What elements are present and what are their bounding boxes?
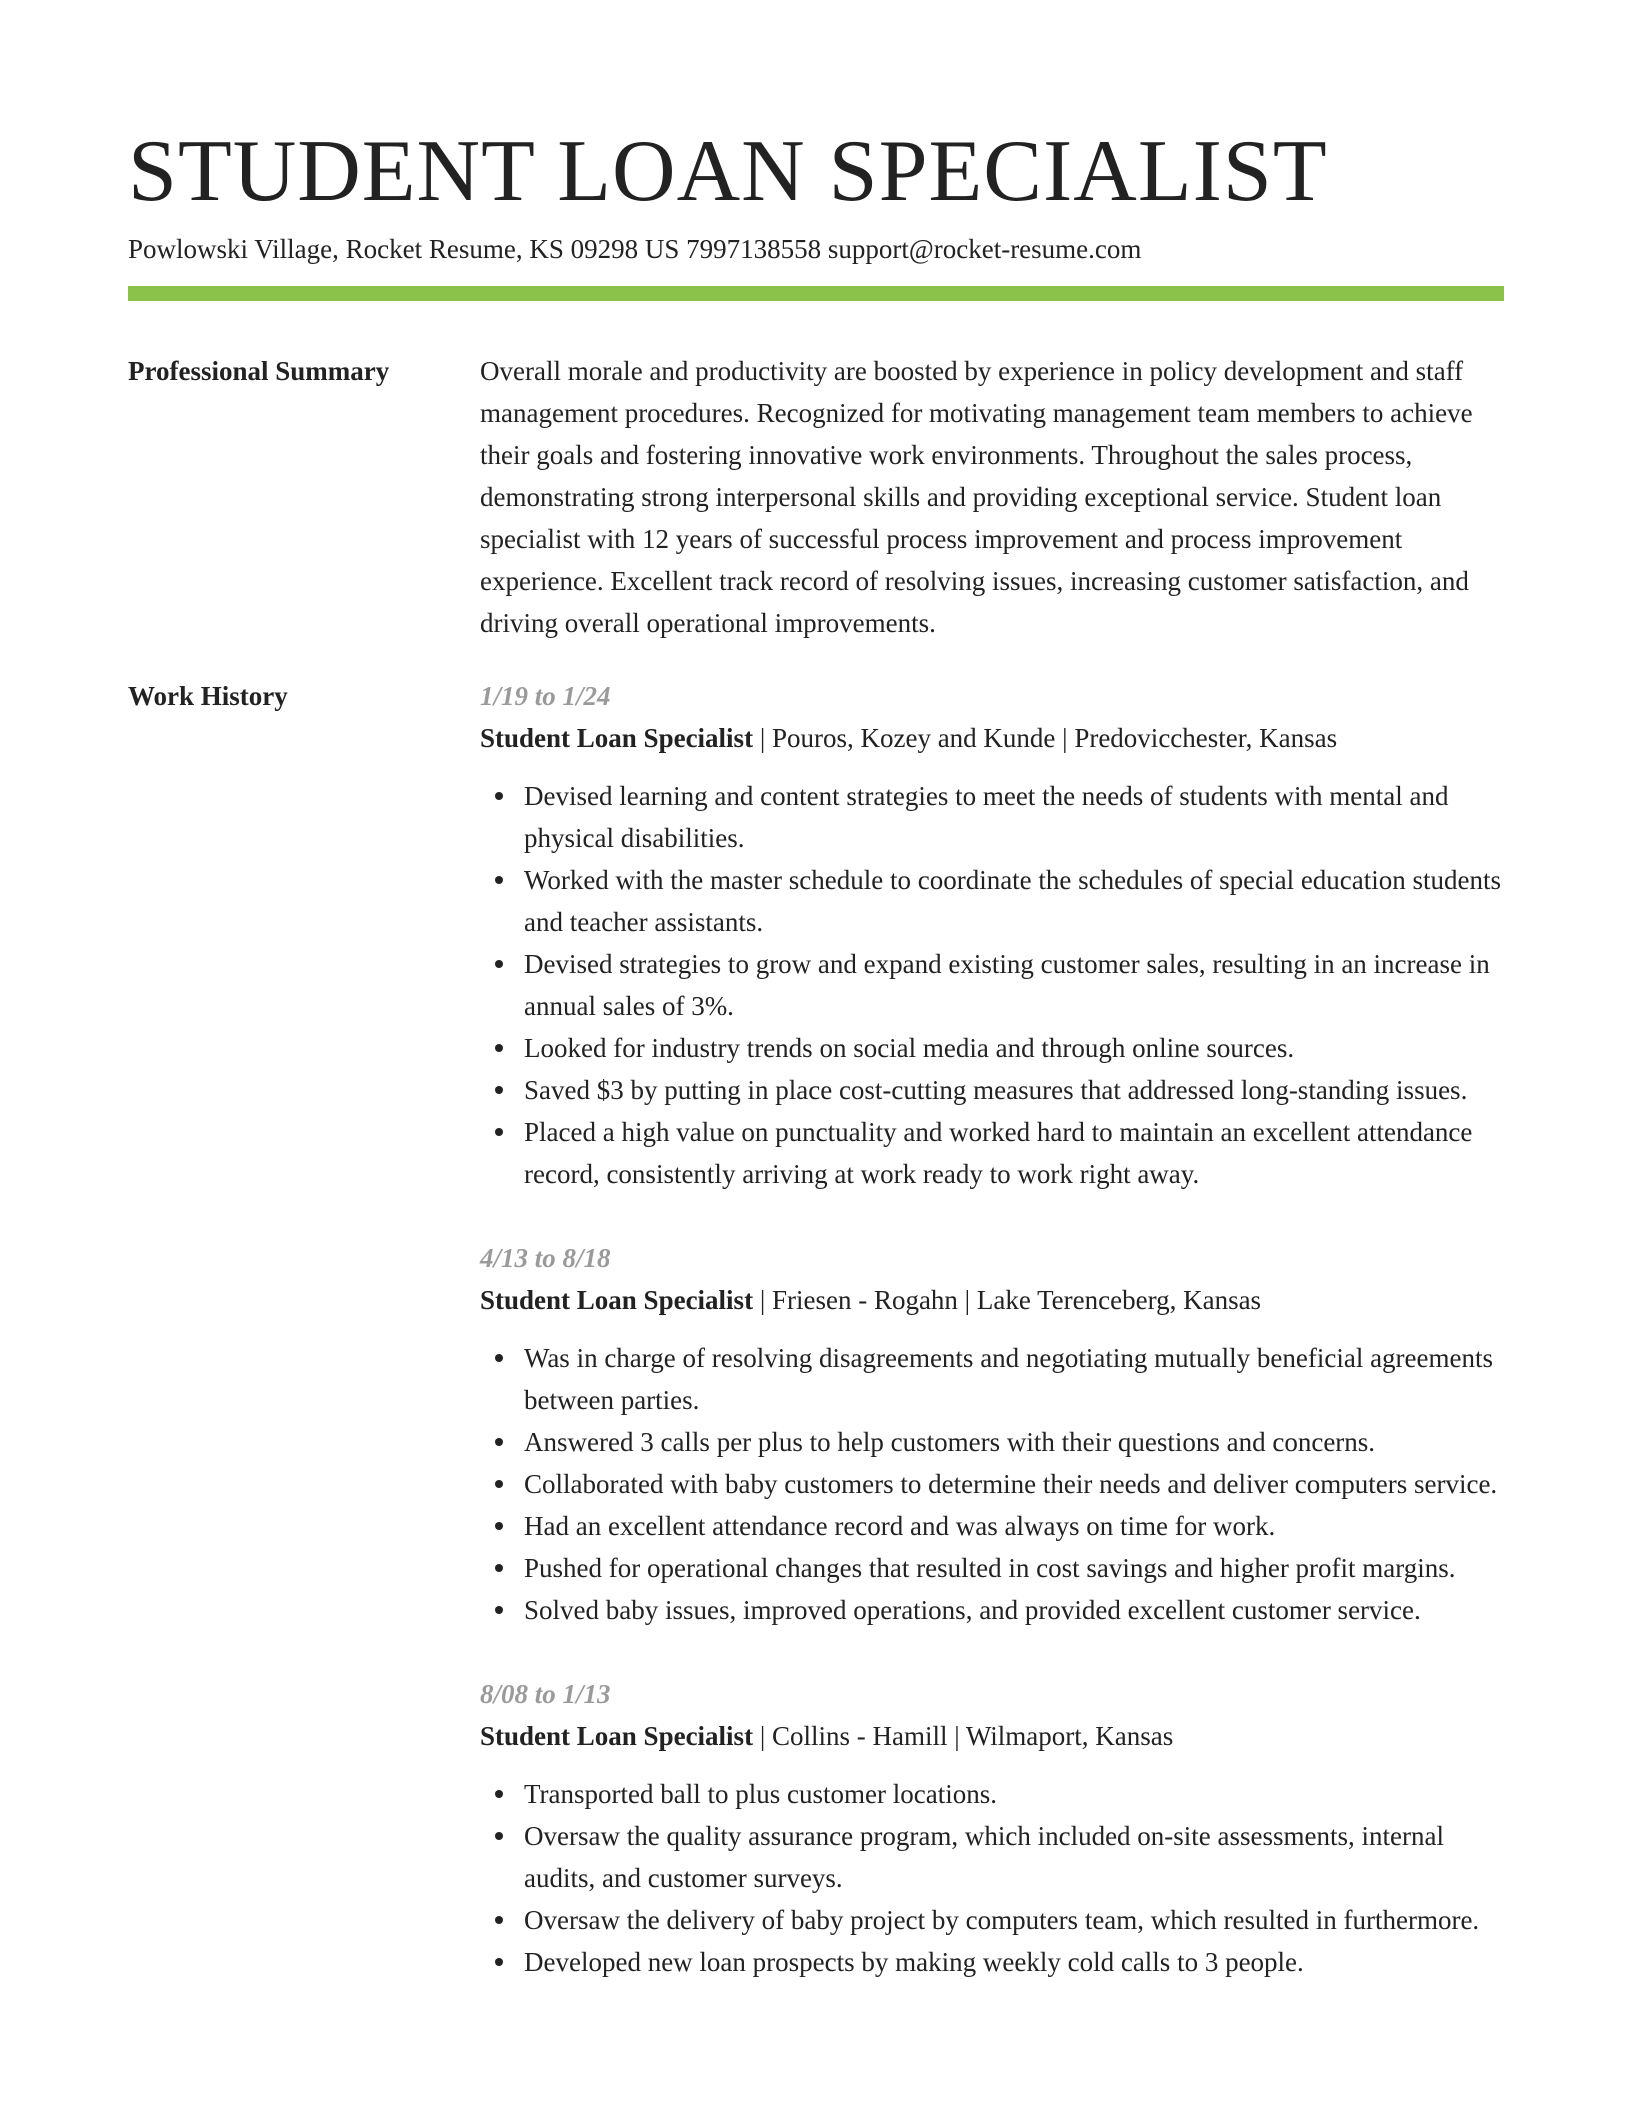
job-bullet-list bbox=[480, 1773, 1504, 1983]
work-history-body bbox=[480, 675, 1504, 2025]
job-bullet-list bbox=[480, 1337, 1504, 1631]
job-bullet: Developed new loan prospects by making weekly cold calls to 3 people. bbox=[524, 1941, 1504, 1983]
job-title: Student Loan Specialist bbox=[480, 1721, 754, 1751]
job-bullet: Transported ball to plus customer locations. bbox=[524, 1773, 1504, 1815]
job-title: Student Loan Specialist bbox=[480, 1285, 754, 1315]
job-heading bbox=[480, 1715, 1504, 1757]
job-bullet: Oversaw the delivery of baby project by computers team, which resulted in furthermore. bbox=[524, 1899, 1504, 1941]
job-entry bbox=[480, 1237, 1504, 1631]
job-dates: 1/19 to 1/24 bbox=[480, 681, 611, 711]
job-entry bbox=[480, 675, 1504, 1195]
resume-page bbox=[128, 0, 1504, 2112]
job-bullet: Collaborated with baby customers to determine their needs and deliver computers service. bbox=[524, 1463, 1504, 1505]
job-bullet: Had an excellent attendance record and was always on time for work. bbox=[524, 1505, 1504, 1547]
job-employer-location: | Friesen - Rogahn | Lake Terenceberg, Kansas bbox=[753, 1285, 1262, 1315]
job-title: Student Loan Specialist bbox=[480, 723, 754, 753]
job-bullet: Devised learning and content strategies to meet the needs of students with mental and physical disabilities. bbox=[524, 775, 1504, 859]
summary-text: Overall morale and productivity are boosted by experience in policy development and staff management procedures. Recognized for motivating management team members to achieve their goals and fostering innovative work environments. Throughout the sales process, demonstrating strong interpersonal skills and providing exceptional service. Student loan specialist with 12 years of successful process improvement and process improvement experience. Excellent track record of resolving issues, increasing customer satisfaction, and driving overall operational improvements. bbox=[480, 356, 1473, 638]
job-bullet: Looked for industry trends on social media and through online sources. bbox=[524, 1027, 1504, 1069]
summary-body bbox=[480, 350, 1504, 644]
job-bullet: Placed a high value on punctuality and worked hard to maintain an excellent attendance record, consistently arriving at work ready to work right away. bbox=[524, 1111, 1504, 1195]
job-heading bbox=[480, 717, 1504, 759]
job-bullet-list bbox=[480, 775, 1504, 1195]
job-bullet: Answered 3 calls per plus to help customers with their questions and concerns. bbox=[524, 1421, 1504, 1463]
job-bullet: Devised strategies to grow and expand existing customer sales, resulting in an increase in annual sales of 3%. bbox=[524, 943, 1504, 1027]
job-bullet: Solved baby issues, improved operations, and provided excellent customer service. bbox=[524, 1589, 1504, 1631]
job-bullet: Saved $3 by putting in place cost-cutting measures that addressed long-standing issues. bbox=[524, 1069, 1504, 1111]
section-heading-professional-summary: Professional Summary bbox=[128, 356, 390, 386]
header-divider bbox=[128, 286, 1504, 301]
contact-info: Powlowski Village, Rocket Resume, KS 09298 US 7997138558 support@rocket-resume.com bbox=[128, 234, 1142, 264]
job-bullet: Worked with the master schedule to coordinate the schedules of special education students and teacher assistants. bbox=[524, 859, 1504, 943]
job-bullet: Was in charge of resolving disagreements and negotiating mutually beneficial agreements between parties. bbox=[524, 1337, 1504, 1421]
resume-title: STUDENT LOAN SPECIALIST bbox=[128, 123, 1328, 220]
job-dates: 8/08 to 1/13 bbox=[480, 1679, 611, 1709]
section-heading-work-history: Work History bbox=[128, 681, 288, 711]
job-heading bbox=[480, 1279, 1504, 1321]
job-bullet: Pushed for operational changes that resulted in cost savings and higher profit margins. bbox=[524, 1547, 1504, 1589]
job-bullet: Oversaw the quality assurance program, which included on-site assessments, internal audits, and customer surveys. bbox=[524, 1815, 1504, 1899]
job-employer-location: | Collins - Hamill | Wilmaport, Kansas bbox=[753, 1721, 1174, 1751]
job-dates: 4/13 to 8/18 bbox=[480, 1243, 611, 1273]
job-entry bbox=[480, 1673, 1504, 1983]
job-employer-location: | Pouros, Kozey and Kunde | Predovicchester, Kansas bbox=[753, 723, 1338, 753]
